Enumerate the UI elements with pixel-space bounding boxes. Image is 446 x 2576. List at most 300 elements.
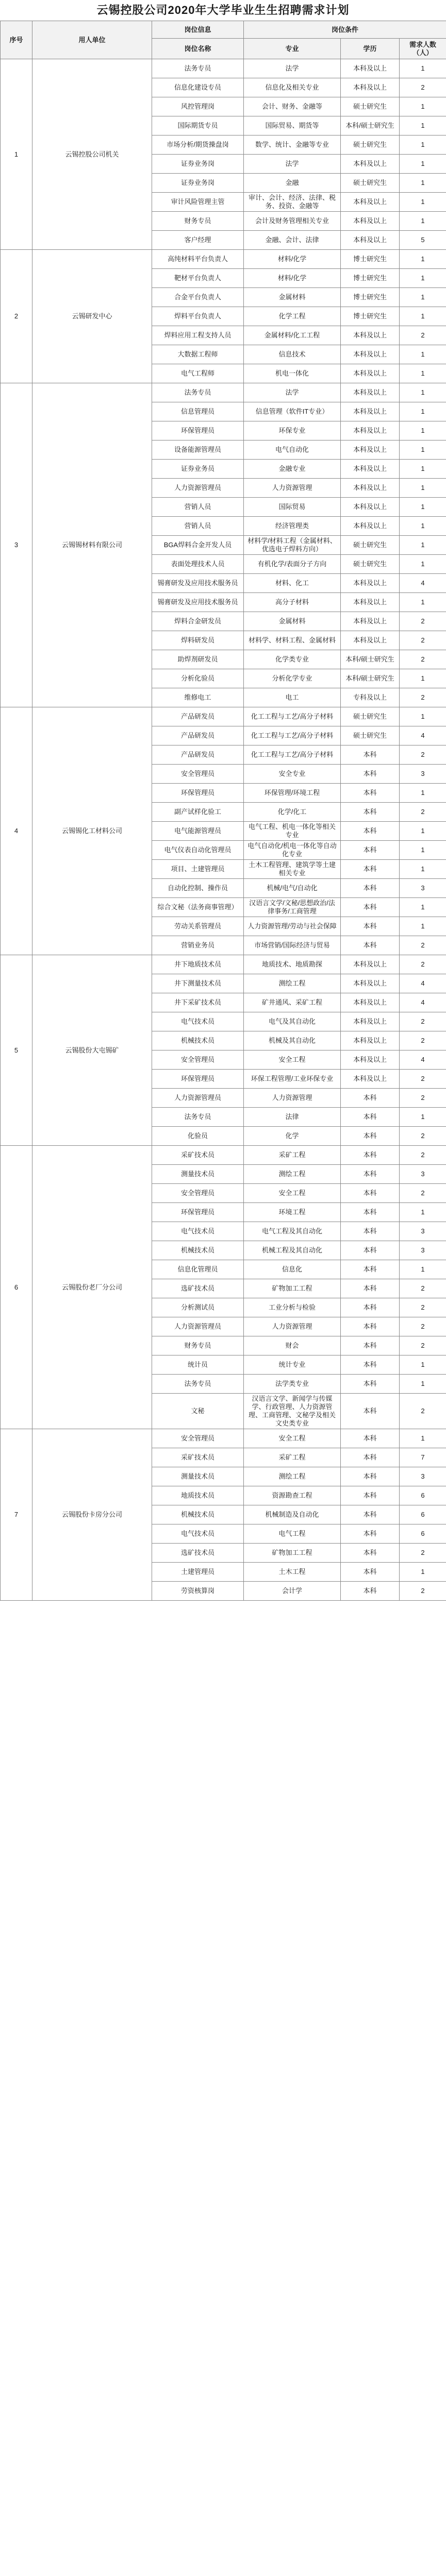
education-cell: 本科及以上 [341,1070,400,1089]
count-cell: 1 [400,593,446,612]
count-cell: 1 [400,1203,446,1222]
education-cell: 本科及以上 [341,1012,400,1031]
count-cell: 1 [400,707,446,726]
post-name-cell: 客户经理 [152,231,244,250]
post-name-cell: 电气技术员 [152,1222,244,1241]
education-cell: 本科及以上 [341,326,400,345]
unit-name-cell: 云锡锡材料有限公司 [32,383,152,707]
education-cell: 本科 [341,1544,400,1563]
major-cell: 人力资源管理 [244,1317,341,1336]
major-cell: 人力资源管理 [244,1089,341,1108]
major-cell: 法学 [244,155,341,174]
post-name-cell: 综合文秘（法务商事管理） [152,898,244,917]
major-cell: 工业分析与检验 [244,1298,341,1317]
education-cell: 博士研究生 [341,250,400,269]
major-cell: 电气工程及其自动化 [244,1222,341,1241]
count-cell: 3 [400,1241,446,1260]
major-cell: 汉语言文学、新闻学与传媒学、行政管理、人力资源管理、工商管理、文秘学及相关文史类专业 [244,1394,341,1429]
unit-name-cell: 云锡股份大屯锡矿 [32,955,152,1146]
education-cell: 本科及以上 [341,212,400,231]
count-cell: 2 [400,78,446,97]
count-cell: 1 [400,116,446,135]
count-cell: 2 [400,1031,446,1050]
header-count: 需求人数（人） [400,39,446,59]
education-cell: 本科 [341,1467,400,1486]
count-cell: 1 [400,402,446,421]
major-cell: 化学工程 [244,307,341,326]
education-cell: 本科/硕士研究生 [341,669,400,688]
education-cell: 本科 [341,1375,400,1394]
count-cell: 1 [400,1355,446,1375]
count-cell: 7 [400,1448,446,1467]
major-cell: 信息技术 [244,345,341,364]
major-cell: 电气自动化 [244,440,341,460]
education-cell: 本科/硕士研究生 [341,650,400,669]
post-name-cell: 采矿技术员 [152,1448,244,1467]
count-cell: 1 [400,345,446,364]
header-post-name: 岗位名称 [152,39,244,59]
post-name-cell: 化验员 [152,1127,244,1146]
count-cell: 1 [400,917,446,936]
education-cell: 本科 [341,1127,400,1146]
major-cell: 环保专业 [244,421,341,440]
education-cell: 硕士研究生 [341,707,400,726]
post-name-cell: 井下地质技术员 [152,955,244,974]
count-cell: 6 [400,1505,446,1524]
education-cell: 本科 [341,1355,400,1375]
education-cell: 本科 [341,1165,400,1184]
count-cell: 3 [400,1467,446,1486]
count-cell: 2 [400,1127,446,1146]
post-name-cell: 机械技术员 [152,1241,244,1260]
count-cell: 1 [400,1563,446,1582]
count-cell: 1 [400,440,446,460]
table-row [1,59,446,78]
count-cell: 1 [400,498,446,517]
post-name-cell: 项目、土建管理员 [152,860,244,879]
post-name-cell: 焊料合金研发员 [152,612,244,631]
unit-seq-cell: 3 [1,383,32,707]
count-cell: 1 [400,421,446,440]
count-cell: 1 [400,898,446,917]
post-name-cell: 选矿技术员 [152,1279,244,1298]
education-cell: 硕士研究生 [341,174,400,193]
major-cell: 有机化学/表面分子方向 [244,555,341,574]
count-cell: 1 [400,193,446,212]
education-cell: 本科 [341,1279,400,1298]
post-name-cell: 安全管理员 [152,1050,244,1070]
count-cell: 1 [400,822,446,841]
count-cell: 6 [400,1524,446,1544]
count-cell: 2 [400,631,446,650]
major-cell: 法学类专业 [244,1375,341,1394]
education-cell: 本科及以上 [341,383,400,402]
post-name-cell: 助焊剂研发员 [152,650,244,669]
post-name-cell: 环保管理员 [152,784,244,803]
post-name-cell: 大数据工程师 [152,345,244,364]
unit-name-cell: 云锡股份老厂分公司 [32,1146,152,1429]
count-cell: 2 [400,1089,446,1108]
count-cell: 2 [400,326,446,345]
major-cell: 电气及其自动化 [244,1012,341,1031]
count-cell: 1 [400,212,446,231]
count-cell: 6 [400,1486,446,1505]
unit-seq-cell: 1 [1,59,32,250]
education-cell: 本科 [341,917,400,936]
post-name-cell: 人力资源管理员 [152,1089,244,1108]
unit-seq-cell: 6 [1,1146,32,1429]
count-cell: 1 [400,784,446,803]
count-cell: 1 [400,97,446,116]
education-cell: 本科及以上 [341,1050,400,1070]
education-cell: 本科 [341,822,400,841]
major-cell: 信息管理（软件IT专业） [244,402,341,421]
table-row [1,250,446,269]
post-name-cell: 电气技术员 [152,1524,244,1544]
post-name-cell: 测量技术员 [152,1165,244,1184]
education-cell: 本科 [341,1524,400,1544]
major-cell: 化工工程与工艺/高分子材料 [244,726,341,745]
count-cell: 1 [400,59,446,78]
education-cell: 本科 [341,1394,400,1429]
header-unit: 用人单位 [32,21,152,59]
count-cell: 2 [400,1394,446,1429]
post-name-cell: 井下测量技术员 [152,974,244,993]
major-cell: 材料、化工 [244,574,341,593]
count-cell: 1 [400,841,446,860]
unit-name-cell: 云锡研发中心 [32,250,152,383]
post-name-cell: 环保管理员 [152,1203,244,1222]
major-cell: 矿井通风、采矿工程 [244,993,341,1012]
unit-seq-cell: 2 [1,250,32,383]
major-cell: 机械制造及自动化 [244,1505,341,1524]
major-cell: 化工工程与工艺/高分子材料 [244,707,341,726]
post-name-cell: 安全管理员 [152,1184,244,1203]
education-cell: 本科 [341,1089,400,1108]
post-name-cell: 市场分析/期货操盘岗 [152,135,244,155]
post-name-cell: 自动化控制、操作员 [152,879,244,898]
post-name-cell: 机械技术员 [152,1031,244,1050]
table-row [1,383,446,402]
major-cell: 信息化及相关专业 [244,78,341,97]
education-cell: 博士研究生 [341,269,400,288]
count-cell: 3 [400,1222,446,1241]
count-cell: 1 [400,479,446,498]
post-name-cell: 劳动关系管理员 [152,917,244,936]
post-name-cell: 证券业务员 [152,460,244,479]
education-cell: 本科及以上 [341,974,400,993]
major-cell: 国际贸易、期货等 [244,116,341,135]
education-cell: 本科 [341,1146,400,1165]
post-name-cell: 人力资源管理员 [152,1317,244,1336]
major-cell: 金融、会计、法律 [244,231,341,250]
post-name-cell: 表面处理技术人员 [152,555,244,574]
major-cell: 材料/化学 [244,250,341,269]
post-name-cell: 法务专员 [152,59,244,78]
education-cell: 本科及以上 [341,479,400,498]
major-cell: 财会 [244,1336,341,1355]
major-cell: 统计专业 [244,1355,341,1375]
major-cell: 金属材料 [244,612,341,631]
post-name-cell: 锡膏研发及应用技术服务员 [152,593,244,612]
table-row [1,707,446,726]
post-name-cell: 合金平台负责人 [152,288,244,307]
table-body [1,59,446,1601]
major-cell: 安全专业 [244,765,341,784]
major-cell: 经济管理类 [244,517,341,536]
post-name-cell: 产品研发员 [152,707,244,726]
education-cell: 本科及以上 [341,193,400,212]
count-cell: 2 [400,612,446,631]
table-row [1,1429,446,1448]
count-cell: 2 [400,1298,446,1317]
major-cell: 高分子材料 [244,593,341,612]
major-cell: 法学 [244,383,341,402]
major-cell: 电气工程、机电一体化等相关专业 [244,822,341,841]
post-name-cell: 环保管理员 [152,1070,244,1089]
post-name-cell: 电气能源管理员 [152,822,244,841]
post-name-cell: 焊料研发员 [152,631,244,650]
post-name-cell: 信息管理员 [152,402,244,421]
post-name-cell: 锡膏研发及应用技术服务员 [152,574,244,593]
post-name-cell: 信息化管理员 [152,1260,244,1279]
major-cell: 金融 [244,174,341,193]
education-cell: 本科及以上 [341,440,400,460]
major-cell: 市场营销/国际经济与贸易 [244,936,341,955]
post-name-cell: 焊料应用工程支持人员 [152,326,244,345]
major-cell: 土木工程 [244,1563,341,1582]
count-cell: 2 [400,1146,446,1165]
major-cell: 资源勘查工程 [244,1486,341,1505]
count-cell: 1 [400,555,446,574]
education-cell: 本科 [341,784,400,803]
post-name-cell: 井下采矿技术员 [152,993,244,1012]
unit-seq-cell: 5 [1,955,32,1146]
unit-name-cell: 云锡股份卡房分公司 [32,1429,152,1601]
education-cell: 本科及以上 [341,78,400,97]
count-cell: 1 [400,460,446,479]
count-cell: 4 [400,726,446,745]
major-cell: 测绘工程 [244,1467,341,1486]
count-cell: 1 [400,1260,446,1279]
major-cell: 审计、会计、经济、法律、税务、投资、金融等 [244,193,341,212]
education-cell: 本科 [341,1222,400,1241]
major-cell: 材料/化学 [244,269,341,288]
post-name-cell: 法务专员 [152,1108,244,1127]
header-education: 学历 [341,39,400,59]
major-cell: 分析化学专业 [244,669,341,688]
education-cell: 本科及以上 [341,631,400,650]
education-cell: 专科及以上 [341,688,400,707]
education-cell: 本科 [341,1429,400,1448]
count-cell: 1 [400,155,446,174]
education-cell: 本科及以上 [341,421,400,440]
count-cell: 4 [400,974,446,993]
education-cell: 本科及以上 [341,574,400,593]
post-name-cell: 证券业务岗 [152,155,244,174]
education-cell: 本科 [341,1486,400,1505]
major-cell: 测绘工程 [244,974,341,993]
major-cell: 采矿工程 [244,1146,341,1165]
major-cell: 采矿工程 [244,1448,341,1467]
count-cell: 2 [400,1544,446,1563]
post-name-cell: 电气仪表自动化管理员 [152,841,244,860]
post-name-cell: BGA焊料合金开发人员 [152,536,244,555]
education-cell: 本科 [341,1260,400,1279]
education-cell: 本科及以上 [341,460,400,479]
count-cell: 1 [400,1375,446,1394]
major-cell: 化学/化工 [244,803,341,822]
post-name-cell: 副产试样化验工 [152,803,244,822]
count-cell: 1 [400,1429,446,1448]
major-cell: 安全工程 [244,1184,341,1203]
education-cell: 本科 [341,1448,400,1467]
major-cell: 化学 [244,1127,341,1146]
count-cell: 1 [400,135,446,155]
count-cell: 3 [400,879,446,898]
major-cell: 机电一体化 [244,364,341,383]
major-cell: 会计及财务管理相关专业 [244,212,341,231]
major-cell: 机械及其自动化 [244,1031,341,1050]
major-cell: 信息化 [244,1260,341,1279]
count-cell: 1 [400,307,446,326]
education-cell: 本科 [341,1108,400,1127]
count-cell: 1 [400,269,446,288]
count-cell: 1 [400,288,446,307]
table-row [1,1146,446,1165]
education-cell: 本科及以上 [341,364,400,383]
education-cell: 本科及以上 [341,231,400,250]
post-name-cell: 环保管理员 [152,421,244,440]
education-cell: 本科 [341,841,400,860]
major-cell: 国际贸易 [244,498,341,517]
education-cell: 本科 [341,898,400,917]
post-name-cell: 人力资源管理员 [152,479,244,498]
education-cell: 本科及以上 [341,59,400,78]
education-cell: 本科及以上 [341,593,400,612]
education-cell: 本科及以上 [341,498,400,517]
major-cell: 人力资源管理 [244,479,341,498]
education-cell: 本科及以上 [341,517,400,536]
post-name-cell: 设备能源管理员 [152,440,244,460]
education-cell: 本科及以上 [341,345,400,364]
count-cell: 5 [400,231,446,250]
post-name-cell: 焊料平台负责人 [152,307,244,326]
header-row-group [1,21,446,39]
major-cell: 汉语言文学/文秘/思想政治/法律事务/工商管理 [244,898,341,917]
education-cell: 本科 [341,1505,400,1524]
count-cell: 2 [400,650,446,669]
post-name-cell: 机械技术员 [152,1505,244,1524]
education-cell: 博士研究生 [341,288,400,307]
count-cell: 4 [400,993,446,1012]
post-name-cell: 信息化建设专员 [152,78,244,97]
count-cell: 2 [400,1070,446,1089]
post-name-cell: 文秘 [152,1394,244,1429]
post-name-cell: 安全管理员 [152,1429,244,1448]
post-name-cell: 维修电工 [152,688,244,707]
unit-seq-cell: 7 [1,1429,32,1601]
count-cell: 4 [400,574,446,593]
major-cell: 法律 [244,1108,341,1127]
post-name-cell: 产品研发员 [152,745,244,765]
header-post-group: 岗位信息 [152,21,244,39]
post-name-cell: 地质技术员 [152,1486,244,1505]
major-cell: 机械工程及其自动化 [244,1241,341,1260]
education-cell: 本科 [341,1184,400,1203]
major-cell: 环保管理/环境工程 [244,784,341,803]
table-row [1,955,446,974]
post-name-cell: 营销业务员 [152,936,244,955]
count-cell: 1 [400,517,446,536]
post-name-cell: 分析测试员 [152,1298,244,1317]
major-cell: 矿物加工工程 [244,1279,341,1298]
major-cell: 人力资源管理/劳动与社会保障 [244,917,341,936]
count-cell: 2 [400,936,446,955]
major-cell: 矿物加工工程 [244,1544,341,1563]
education-cell: 本科 [341,1582,400,1601]
major-cell: 会计学 [244,1582,341,1601]
major-cell: 材料学、材料工程、金属材料 [244,631,341,650]
count-cell: 2 [400,745,446,765]
post-name-cell: 统计员 [152,1355,244,1375]
post-name-cell: 营销人员 [152,517,244,536]
post-name-cell: 审计风险管理主管 [152,193,244,212]
count-cell: 2 [400,688,446,707]
header-seq: 序号 [1,21,32,59]
major-cell: 化学类专业 [244,650,341,669]
post-name-cell: 土建管理员 [152,1563,244,1582]
education-cell: 硕士研究生 [341,97,400,116]
post-name-cell: 采矿技术员 [152,1146,244,1165]
major-cell: 机械/电气/自动化 [244,879,341,898]
count-cell: 1 [400,250,446,269]
post-name-cell: 法务专员 [152,1375,244,1394]
major-cell: 电气自动化/机电一体化等自动化专业 [244,841,341,860]
count-cell: 3 [400,1165,446,1184]
education-cell: 本科及以上 [341,612,400,631]
post-name-cell: 选矿技术员 [152,1544,244,1563]
education-cell: 本科 [341,936,400,955]
education-cell: 硕士研究生 [341,726,400,745]
education-cell: 本科 [341,1336,400,1355]
major-cell: 地质技术、地质勘探 [244,955,341,974]
major-cell: 会计、财务、金融等 [244,97,341,116]
education-cell: 硕士研究生 [341,555,400,574]
post-name-cell: 测量技术员 [152,1467,244,1486]
post-name-cell: 产品研发员 [152,726,244,745]
major-cell: 环保工程管理/工业环保专业 [244,1070,341,1089]
major-cell: 化工工程与工艺/高分子材料 [244,745,341,765]
count-cell: 2 [400,1317,446,1336]
education-cell: 本科 [341,1203,400,1222]
education-cell: 本科及以上 [341,1031,400,1050]
major-cell: 安全工程 [244,1429,341,1448]
count-cell: 1 [400,383,446,402]
page-title: 云锡控股公司2020年大学毕业生生招聘需求计划 [96,4,350,16]
education-cell: 本科 [341,745,400,765]
post-name-cell: 证券业务岗 [152,174,244,193]
count-cell: 3 [400,765,446,784]
post-name-cell: 高纯材料平台负责人 [152,250,244,269]
header-requirement-group: 岗位条件 [244,21,446,39]
count-cell: 1 [400,860,446,879]
education-cell: 本科 [341,765,400,784]
post-name-cell: 风控管理岗 [152,97,244,116]
unit-name-cell: 云锡锡化工材料公司 [32,707,152,955]
major-cell: 数学、统计、金融等专业 [244,135,341,155]
education-cell: 博士研究生 [341,307,400,326]
